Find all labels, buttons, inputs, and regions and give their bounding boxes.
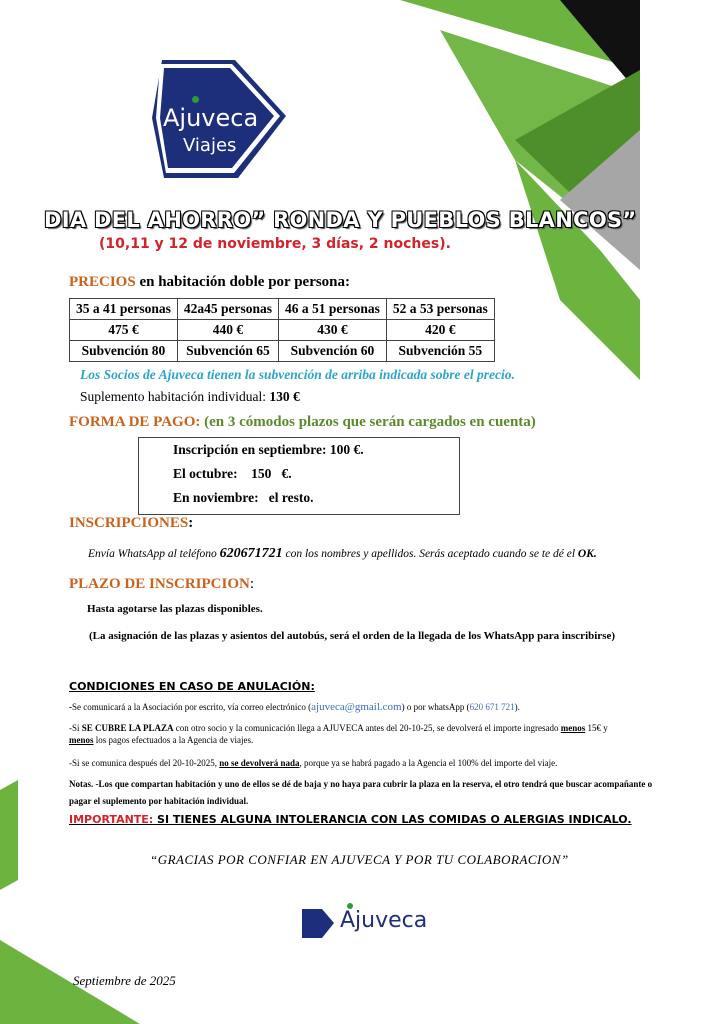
- supplement-label: Suplemento habitación individual:: [80, 389, 266, 404]
- deadline-line-1: Hasta agotarse las plazas disponibles.: [87, 603, 263, 615]
- payment-heading: [69, 414, 536, 431]
- conditions-p1-a: Se comunicará a la Asociación por escrito, vía correo electrónico (: [72, 702, 312, 712]
- single-supplement: [80, 389, 300, 405]
- registration-text: [88, 546, 597, 562]
- conditions-menos-1: menos: [560, 723, 586, 733]
- footer-logo-icon: [300, 907, 336, 940]
- conditions-p2-a: -Si: [69, 723, 82, 733]
- page-subtitle: (10,11 y 12 de noviembre, 3 días, 2 noches).: [99, 236, 451, 252]
- conditions-email: ajuveca@gmail.com: [311, 701, 402, 713]
- supplement-value: 130 €: [269, 389, 300, 404]
- table-cell: 35 a 41 personas: [70, 299, 178, 320]
- table-row: [70, 299, 495, 320]
- conditions-p3-bold: no se devolverá nada: [219, 758, 300, 768]
- registration-text-after: con los nombres y apellidos. Serás aceptado cuando se te dé el: [282, 548, 578, 560]
- table-row: [70, 341, 495, 362]
- registration-text-before: Envía WhatsApp al teléfono: [88, 548, 220, 560]
- page-title: DIA DEL AHORRO” RONDA Y PUEBLOS BLANCOS”: [44, 208, 637, 232]
- deadline-label: PLAZO DE INSCRIPCION: [69, 576, 250, 592]
- deadline-heading: [69, 576, 254, 593]
- conditions-p1: -Se comunicará a la Asociación por escrito, vía correo electrónico (ajuveca@gmail.com) o por whatsApp (620 671 721).: [69, 701, 520, 713]
- prices-label-rest: en habitación doble por persona:: [135, 274, 351, 290]
- conditions-p2: [69, 722, 659, 746]
- table-cell: 46 a 51 personas: [279, 299, 387, 320]
- conditions-p2-b: con otro socio y la comunicación llega a AJUVECA antes del 20-10-25, se devolverá el importe ingresado: [173, 723, 561, 733]
- conditions-p2-c: 15€ y: [585, 723, 608, 733]
- prices-table: [69, 298, 495, 362]
- payment-line-3: En noviembre: el resto.: [173, 490, 314, 505]
- document-date: Septiembre de 2025: [73, 973, 176, 988]
- payment-line-2: El octubre: 150 €.: [173, 466, 292, 481]
- conditions-p2-bold: SE CUBRE LA PLAZA: [81, 723, 174, 733]
- table-cell: 475 €: [70, 320, 178, 341]
- payment-label-rest: (en 3 cómodos plazos que serán cargados en cuenta): [200, 414, 536, 430]
- table-row: [70, 320, 495, 341]
- prices-heading: [69, 274, 350, 291]
- table-cell: 52 a 53 personas: [386, 299, 494, 320]
- table-cell: Subvención 55: [386, 341, 494, 362]
- logo-name: Ajuveca: [163, 104, 259, 132]
- conditions-notes: Notas. -Los que compartan habitación y uno de ellos se dé de baja y no haya para cubrir la plaza en la reserva, el otro tendrá que buscar acompañante o pagar el suplemento por habitación individual.: [69, 779, 653, 806]
- deadline-line-2: (La asignación de las plazas y asientos del autobús, será el orden de la llegada de los WhatsApp para inscribirse): [89, 630, 616, 642]
- important-notice: [69, 813, 632, 826]
- conditions-phone: 620 671 721: [469, 702, 515, 712]
- important-text: SI TIENES ALGUNA INTOLERANCIA CON LAS COMIDAS O ALERGIAS INDICALO.: [153, 813, 632, 826]
- payment-line-1: Inscripción en septiembre: 100 €.: [173, 442, 364, 457]
- prices-label: PRECIOS: [69, 274, 136, 290]
- conditions-p2-d: los pagos efectuados a la Agencia de viajes.: [93, 735, 254, 745]
- payment-label: FORMA DE PAGO:: [69, 414, 201, 430]
- footer-logo-text: Ajuveca: [340, 908, 428, 933]
- registration-colon: :: [188, 515, 194, 531]
- table-cell: 420 €: [386, 320, 494, 341]
- thanks-message: “GRACIAS POR CONFIAR EN AJUVECA Y POR TU COLABORACION”: [150, 852, 569, 867]
- table-cell: 42a45 personas: [177, 299, 278, 320]
- logo-dot: [192, 96, 199, 103]
- registration-heading: [69, 515, 193, 532]
- conditions-p3-b: , porque ya se habrá pagado a la Agencia el 100% del importe del viaje.: [299, 758, 558, 768]
- registration-phone: 620671721: [219, 546, 283, 561]
- conditions-p3-a: -Si se comunica después del 20-10-2025,: [69, 758, 220, 768]
- conditions-p1-b: ) o por whatsApp (: [401, 702, 470, 712]
- deadline-colon: :: [249, 576, 255, 592]
- table-cell: 440 €: [177, 320, 278, 341]
- conditions-title: CONDICIONES EN CASO DE ANULACIÓN:: [69, 680, 315, 693]
- logo-sub: Viajes: [183, 135, 237, 156]
- conditions-p3: [69, 757, 659, 769]
- conditions-menos-2: menos: [69, 735, 94, 745]
- table-cell: Subvención 80: [70, 341, 178, 362]
- table-cell: 430 €: [279, 320, 387, 341]
- registration-ok: OK.: [577, 548, 597, 560]
- table-cell: Subvención 60: [279, 341, 387, 362]
- table-cell: Subvención 65: [177, 341, 278, 362]
- registration-label: INSCRIPCIONES: [69, 515, 189, 531]
- members-note: Los Socios de Ajuveca tienen la subvención de arriba indicada sobre el precio.: [80, 367, 515, 382]
- important-label: IMPORTANTE:: [69, 813, 154, 826]
- conditions-p1-c: ).: [514, 702, 520, 712]
